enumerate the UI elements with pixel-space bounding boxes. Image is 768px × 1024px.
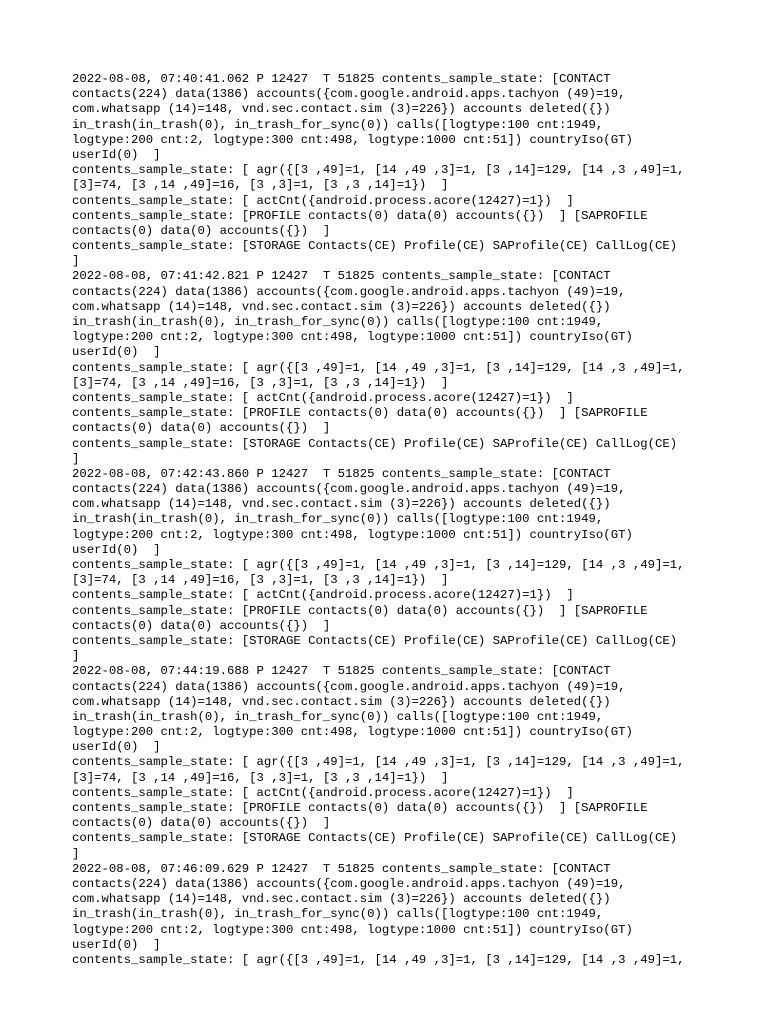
log-line: logtype:200 cnt:2, logtype:300 cnt:498, logtype:1000 cnt:51]) countryIso(GT) — [72, 922, 633, 937]
log-line: 2022-08-08, 07:40:41.062 P 12427 T 51825 contents_sample_state: [CONTACT — [72, 72, 611, 86]
log-line: com.whatsapp (14)=148, vnd.sec.contact.sim (3)=226}) accounts deleted({}) — [72, 892, 611, 907]
log-line: ] — [72, 451, 80, 466]
log-line: ] — [72, 254, 80, 269]
log-line: contacts(224) data(1386) accounts({com.google.android.apps.tachyon (49)=19, — [72, 87, 626, 102]
log-line: [3]=74, [3 ,14 ,49]=16, [3 ,3]=1, [3 ,3 ,14]=1}) ] — [72, 178, 449, 193]
log-line: com.whatsapp (14)=148, vnd.sec.contact.sim (3)=226}) accounts deleted({}) — [72, 299, 611, 314]
log-line: logtype:200 cnt:2, logtype:300 cnt:498, logtype:1000 cnt:51]) countryIso(GT) — [72, 725, 633, 740]
log-line: contents_sample_state: [ agr({[3 ,49]=1, [14 ,49 ,3]=1, [3 ,14]=129, [14 ,3 ,49]=1, — [72, 952, 685, 967]
log-line: contents_sample_state: [STORAGE Contacts(CE) Profile(CE) SAProfile(CE) CallLog(CE) — [72, 831, 678, 846]
log-line: 2022-08-08, 07:42:43.860 P 12427 T 51825 contents_sample_state: [CONTACT — [72, 466, 611, 481]
log-line: com.whatsapp (14)=148, vnd.sec.contact.sim (3)=226}) accounts deleted({}) — [72, 694, 611, 709]
log-line: userId(0) ] — [72, 147, 161, 162]
log-line: contents_sample_state: [STORAGE Contacts(CE) Profile(CE) SAProfile(CE) CallLog(CE) — [72, 239, 678, 254]
log-line: [3]=74, [3 ,14 ,49]=16, [3 ,3]=1, [3 ,3 ,14]=1}) ] — [72, 770, 449, 785]
log-line: contents_sample_state: [ actCnt({android.process.acore(12427)=1}) ] — [72, 193, 574, 208]
log-line: userId(0) ] — [72, 937, 161, 952]
log-line: in_trash(in_trash(0), in_trash_for_sync(0)) calls([logtype:100 cnt:1949, — [72, 512, 604, 527]
log-line: userId(0) ] — [72, 345, 161, 360]
log-line: contacts(224) data(1386) accounts({com.google.android.apps.tachyon (49)=19, — [72, 876, 626, 891]
log-line: contacts(0) data(0) accounts({}) ] — [72, 421, 331, 436]
log-line: contents_sample_state: [PROFILE contacts(0) data(0) accounts({}) ] [SAPROFILE — [72, 406, 648, 421]
log-line: contents_sample_state: [ agr({[3 ,49]=1, [14 ,49 ,3]=1, [3 ,14]=129, [14 ,3 ,49]=1, — [72, 360, 685, 375]
log-line: contents_sample_state: [PROFILE contacts(0) data(0) accounts({}) ] [SAPROFILE — [72, 208, 648, 223]
log-line: contents_sample_state: [ agr({[3 ,49]=1, [14 ,49 ,3]=1, [3 ,14]=129, [14 ,3 ,49]=1, — [72, 558, 685, 572]
log-line: contents_sample_state: [ actCnt({android.process.acore(12427)=1}) ] — [72, 390, 574, 405]
log-line: contacts(0) data(0) accounts({}) ] — [72, 618, 331, 633]
log-line: contacts(224) data(1386) accounts({com.google.android.apps.tachyon (49)=19, — [72, 284, 626, 299]
log-line: contacts(224) data(1386) accounts({com.google.android.apps.tachyon (49)=19, — [72, 679, 626, 694]
log-line: 2022-08-08, 07:41:42.821 P 12427 T 51825 contents_sample_state: [CONTACT — [72, 269, 611, 284]
log-line: contacts(224) data(1386) accounts({com.google.android.apps.tachyon (49)=19, — [72, 482, 626, 497]
log-line: ] — [72, 846, 80, 861]
log-line: in_trash(in_trash(0), in_trash_for_sync(0)) calls([logtype:100 cnt:1949, — [72, 117, 604, 132]
log-line: com.whatsapp (14)=148, vnd.sec.contact.sim (3)=226}) accounts deleted({}) — [72, 102, 611, 117]
log-line: 2022-08-08, 07:46:09.629 P 12427 T 51825 contents_sample_state: [CONTACT — [72, 861, 611, 876]
log-line: contents_sample_state: [ actCnt({android.process.acore(12427)=1}) ] — [72, 588, 574, 603]
log-line: logtype:200 cnt:2, logtype:300 cnt:498, logtype:1000 cnt:51]) countryIso(GT) — [72, 527, 633, 542]
log-line: userId(0) ] — [72, 740, 161, 755]
log-document — [72, 72, 712, 968]
log-line: [3]=74, [3 ,14 ,49]=16, [3 ,3]=1, [3 ,3 ,14]=1}) ] — [72, 573, 449, 588]
log-line: com.whatsapp (14)=148, vnd.sec.contact.sim (3)=226}) accounts deleted({}) — [72, 497, 611, 512]
log-line: logtype:200 cnt:2, logtype:300 cnt:498, logtype:1000 cnt:51]) countryIso(GT) — [72, 132, 633, 147]
log-line: contents_sample_state: [PROFILE contacts(0) data(0) accounts({}) ] [SAPROFILE — [72, 603, 648, 618]
log-line: logtype:200 cnt:2, logtype:300 cnt:498, logtype:1000 cnt:51]) countryIso(GT) — [72, 330, 633, 345]
log-line: ] — [72, 649, 80, 664]
log-line: contents_sample_state: [ actCnt({android.process.acore(12427)=1}) ] — [72, 785, 574, 800]
log-line: contents_sample_state: [PROFILE contacts(0) data(0) accounts({}) ] [SAPROFILE — [72, 801, 648, 815]
log-text-body — [72, 72, 712, 968]
log-line: in_trash(in_trash(0), in_trash_for_sync(0)) calls([logtype:100 cnt:1949, — [72, 907, 604, 922]
log-line: [3]=74, [3 ,14 ,49]=16, [3 ,3]=1, [3 ,3 ,14]=1}) ] — [72, 375, 449, 390]
log-line: in_trash(in_trash(0), in_trash_for_sync(0)) calls([logtype:100 cnt:1949, — [72, 315, 604, 329]
log-line: contacts(0) data(0) accounts({}) ] — [72, 223, 331, 238]
log-line: contents_sample_state: [STORAGE Contacts(CE) Profile(CE) SAProfile(CE) CallLog(CE) — [72, 436, 678, 451]
log-line: 2022-08-08, 07:44:19.688 P 12427 T 51825 contents_sample_state: [CONTACT — [72, 664, 611, 679]
log-line: contents_sample_state: [ agr({[3 ,49]=1, [14 ,49 ,3]=1, [3 ,14]=129, [14 ,3 ,49]=1, — [72, 163, 685, 178]
log-line: contents_sample_state: [STORAGE Contacts(CE) Profile(CE) SAProfile(CE) CallLog(CE) — [72, 633, 678, 648]
log-line: contents_sample_state: [ agr({[3 ,49]=1, [14 ,49 ,3]=1, [3 ,14]=129, [14 ,3 ,49]=1, — [72, 755, 685, 770]
log-line: userId(0) ] — [72, 542, 161, 557]
log-line: in_trash(in_trash(0), in_trash_for_sync(0)) calls([logtype:100 cnt:1949, — [72, 709, 604, 724]
log-line: contacts(0) data(0) accounts({}) ] — [72, 816, 331, 831]
